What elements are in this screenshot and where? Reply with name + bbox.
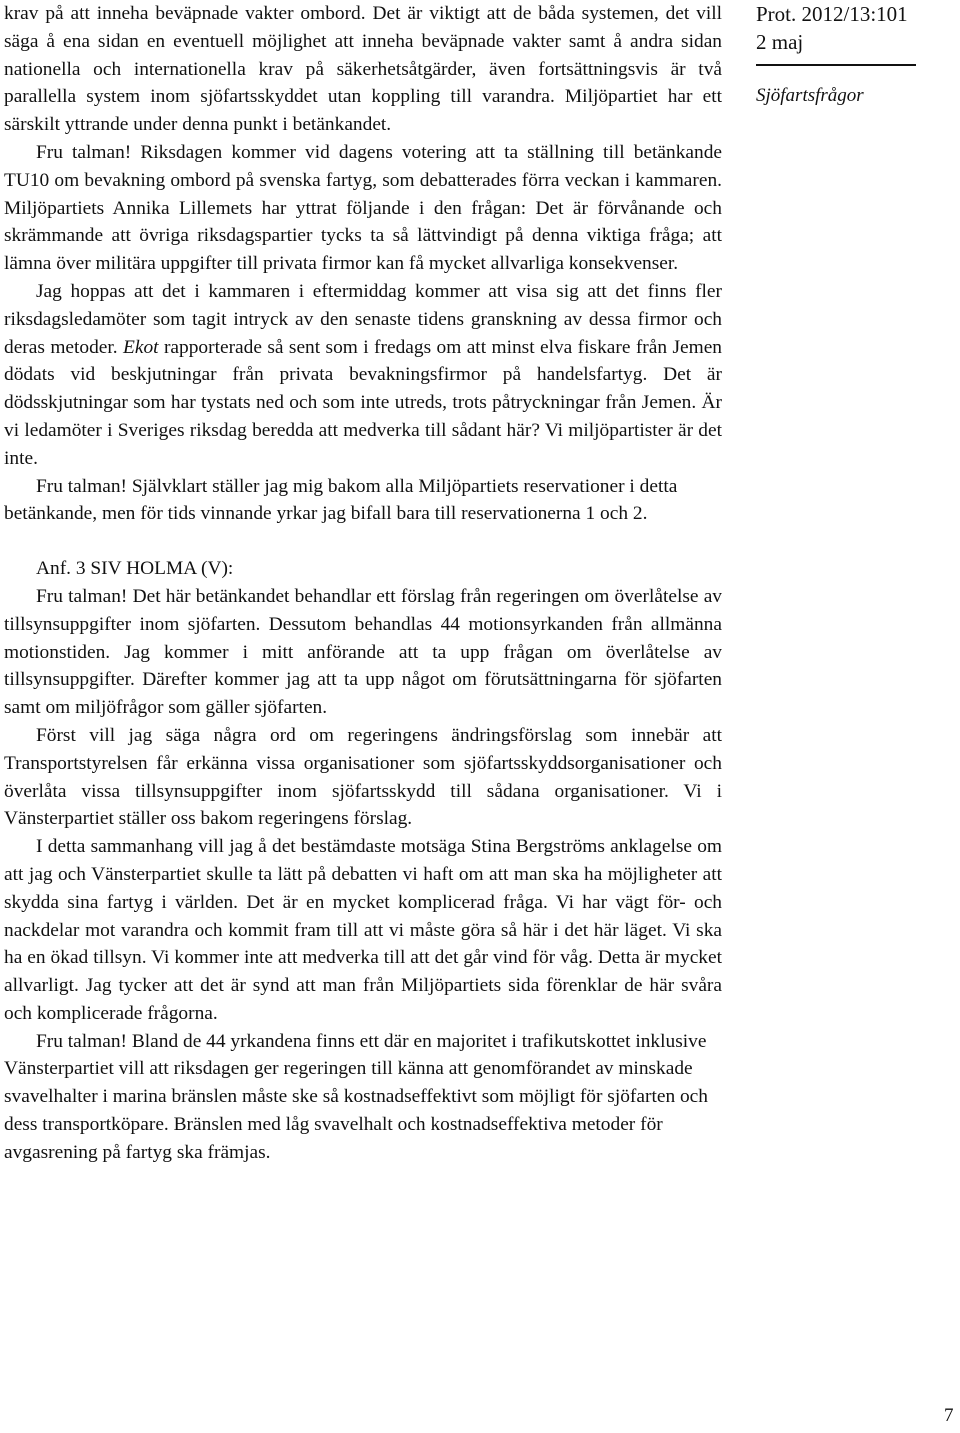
italic-text: Ekot: [123, 336, 159, 358]
paragraph: [4, 473, 722, 529]
paragraph-text: Först vill jag säga några ord om regeringens ändringsförslag som innebär att Transportstyrelsen får erkänna vissa organisationer som sjöfartsskyddsorganisationer och överlåta vissa tillsynsuppgifter inom sjöfartsskydd till sådana organisationer. Vi i Vänsterpartiet ställer oss bakom regeringens förslag.: [4, 724, 722, 830]
paragraph-text: Fru talman! Det här betänkandet behandlar ett förslag från regeringen om överlåtelse av tillsynsuppgifter inom sjöfarten. Dessutom behandlas 44 motionsyrkanden från allmänna motionstiden. Jag kommer i mitt anförande att ta upp frågan om överlåtelse av tillsynsuppgifter. Därefter kommer jag att ta upp något om förutsättningarna för sjöfarten samt om miljöfrågor som gäller sjöfarten.: [4, 585, 722, 719]
paragraph: [4, 139, 722, 278]
paragraph-text: I detta sammanhang vill jag å det bestämdaste motsäga Stina Bergströms anklagelse om att jag och Vänsterpartiet skulle ta lätt på debatten vi haft om att man ska ha möjligheter att skydda sina fartyg i världen. Det är en mycket komplicerad fråga. Vi har vägt för- och nackdelar mot varandra och kommit fram till att vi måste göra så här i det här läget. Vi ska ha en ökad tillsyn. Vi kommer inte att medverka till att det går vind för våg. Detta är mycket allvarligt. Jag tycker att det är synd att man från Miljöpartiets sida förenklar de här svåra och komplicerade frågorna.: [4, 836, 722, 1024]
protocol-number: Prot. 2012/13:101: [756, 2, 908, 26]
paragraph: [4, 722, 722, 833]
speaker-heading: Anf. 3 SIV HOLMA (V):: [36, 558, 234, 580]
paragraph-text: rapporterade så sent som i fredags om att minst elva fiskare från Jemen dödats vid beskjutningar från privata bevakningsfirmor på handelsfartyg. Det är dödsskjutningar som har tystats ned och som inte utreds, trots påtryckningar från Jemen. Är vi ledamöter i Sveriges riksdag beredda att medverka till sådant här? Vi miljöpartister är det inte.: [4, 336, 722, 469]
paragraph: [4, 833, 722, 1028]
page-number: 7: [944, 1405, 954, 1426]
paragraph-gap: [4, 528, 722, 555]
paragraph-text: Fru talman! Bland de 44 yrkandena finns ett där en majoritet i trafikutskottet inklusive Vänsterpartiet vill att riksdagen ger regeringen till känna att genomförandet av minskade svavelhalter i marina bränslen måste ske så kostnadseffektivt som möjligt för sjöfarten och dess transportköpare. Bränslen med låg svavelhalt och kostnadseffektiva metoder för avgasrening på fartyg ska främjas.: [4, 1030, 708, 1163]
protocol-date: 2 maj: [756, 30, 804, 54]
paragraph: [4, 278, 722, 473]
previous-speech-text: [4, 0, 722, 528]
speech-column: [4, 0, 722, 1167]
paragraph-text: Fru talman! Riksdagen kommer vid dagens votering att ta ställning till betänkande TU10 om bevakning ombord på svenska fartyg, som debatterades förra veckan i kammaren. Miljöpartiets Annika Lillemets har yttrat följande i den frågan: Det är förvånande och skrämmande att övriga riksdagspartier tycks ta så lättvindigt på denna viktiga fråga; att lämna över militära uppgifter till privata firmor kan få mycket allvarliga konsekvenser.: [4, 141, 722, 275]
margin-column: [756, 0, 956, 110]
paragraph-text: Fru talman! Självklart ställer jag mig bakom alla Miljöpartiets reservationer i detta betänkande, men för tids vinnande yrkar jag bifall bara till reservationerna 1 och 2.: [4, 475, 678, 525]
paragraph: [4, 583, 722, 722]
paragraph: [4, 1028, 722, 1167]
speech-text: [4, 583, 722, 1167]
paragraph-text: Jag hoppas att det i kammaren i eftermiddag kommer att visa sig att det finns fler riksdagsledamöter som tagit intryck av den senaste tidens granskning av dessa firmor och deras metoder.: [4, 280, 722, 358]
paragraph: [4, 0, 722, 139]
section-title: Sjöfartsfrågor: [756, 85, 864, 106]
margin-divider: [756, 64, 916, 66]
paragraph-text: krav på att inneha beväpnade vakter ombord. Det är viktigt att de båda systemen, det vill säga å ena sidan en eventuell möjlighet att inneha beväpnade vakter samt å andra sidan nationella och internationella krav på säkerhetsåtgärder, även fortsättningsvis är två parallella system inom sjöfartsskyddet utan koppling till varandra. Miljöpartiet har ett särskilt yttrande under denna punkt i betänkandet.: [4, 3, 722, 136]
